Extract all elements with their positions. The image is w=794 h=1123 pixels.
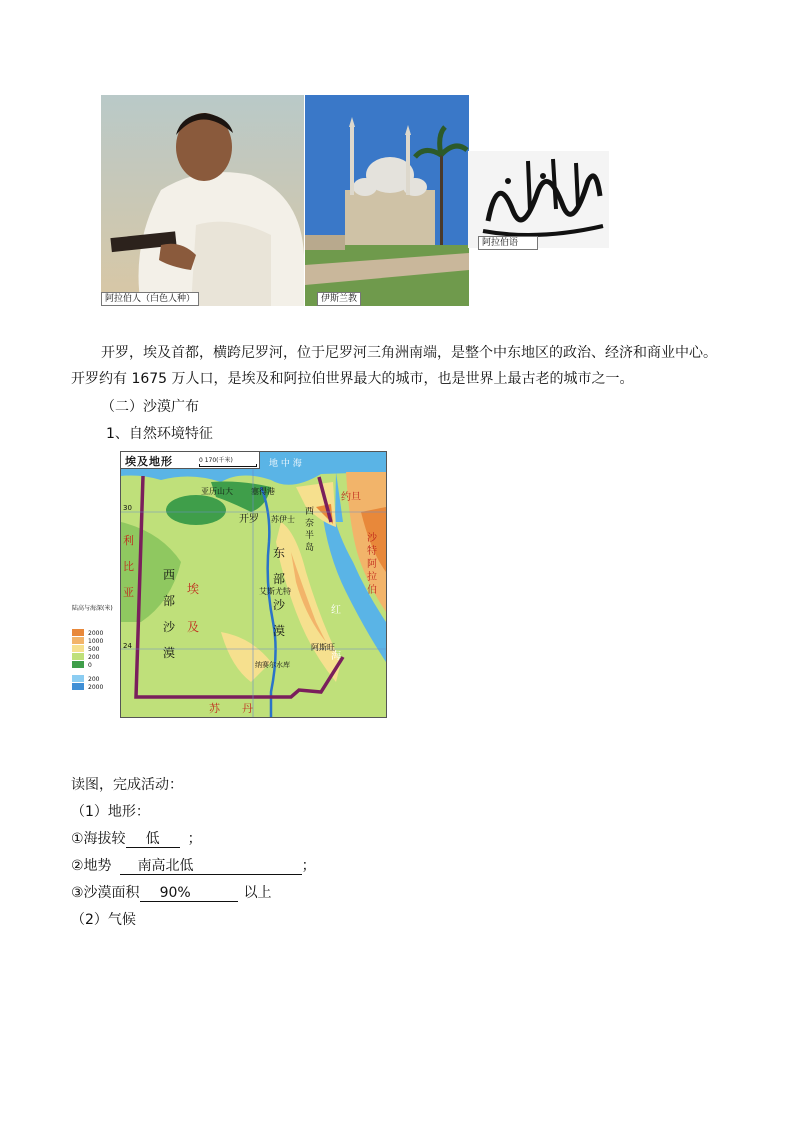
item-3-answer: 90%: [140, 885, 238, 902]
label-lake-nasser: 纳赛尔水库: [255, 661, 290, 669]
legend-swatch-sea-200: [72, 675, 84, 682]
label-lat24: 24: [123, 642, 132, 650]
calligraphy-caption: 阿拉伯语: [478, 236, 538, 250]
item-2: [71, 856, 316, 876]
legend-swatch-0: [72, 661, 84, 668]
label-jordan: 约旦: [341, 492, 361, 503]
section-heading: （二）沙漠广布: [101, 399, 199, 415]
item-3-suffix: 以上: [243, 885, 272, 901]
item-1-prefix: ①海拔较: [71, 831, 126, 847]
item-2-prefix: ②地势: [71, 858, 112, 874]
section-subheading: 1、自然环境特征: [106, 426, 213, 442]
map-title-box: [121, 452, 260, 469]
item-2-answer: 南高北低: [120, 858, 302, 875]
map-scale-bar: [199, 464, 257, 467]
legend-swatch-2000: [72, 629, 84, 636]
legend-swatch-sea-2000: [72, 683, 84, 690]
map-scale: 0 170(千米): [199, 457, 233, 464]
item-1-answer: 低: [126, 831, 180, 848]
legend-label-200: 200: [88, 654, 100, 661]
item-1: [71, 829, 202, 849]
label-sudan: 苏丹: [209, 702, 275, 715]
label-red-sea: 红海: [331, 605, 341, 662]
item-2-suffix: ；: [301, 858, 316, 874]
mosque-photo-caption: 伊斯兰教: [317, 292, 361, 306]
item-1-suffix: ；: [187, 831, 202, 847]
label-libya: 利比亚: [123, 534, 134, 599]
map-legend: [72, 603, 122, 695]
paragraph-line-1: 开罗，埃及首都，横跨尼罗河，位于尼罗河三角洲南端，是整个中东地区的政治、经济和商业中心。: [101, 345, 717, 361]
item-3: [71, 883, 272, 903]
question-1: （1）地形：: [71, 804, 150, 820]
label-saudi: 沙特阿拉伯: [367, 533, 377, 596]
map-title: 埃及地形: [125, 455, 173, 468]
label-asyut: 艾斯尤特: [259, 587, 291, 596]
legend-label-sea-2000: 2000: [88, 684, 104, 691]
legend-label-2000: 2000: [88, 630, 104, 637]
label-eastern-desert: 东部沙漠: [273, 546, 286, 638]
arab-man-photo: [101, 95, 304, 306]
legend-label-1000: 1000: [88, 638, 104, 645]
label-alexandria: 亚历山大: [201, 487, 233, 496]
label-suez: 苏伊士: [271, 515, 295, 524]
arabic-calligraphy-image: [468, 151, 609, 248]
item-3-prefix: ③沙漠面积: [71, 885, 140, 901]
label-egypt: 埃及: [187, 582, 200, 634]
legend-swatch-200: [72, 653, 84, 660]
egypt-terrain-map: [120, 451, 387, 718]
paragraph-line-2: 开罗约有 1675 万人口，是埃及和阿拉伯世界最大的城市，也是世界上最古老的城市之一。: [71, 371, 634, 387]
question-2: （2）气候: [71, 912, 136, 928]
legend-label-0: 0: [88, 662, 92, 669]
legend-swatch-1000: [72, 637, 84, 644]
arab-photo-caption: 阿拉伯人（白色人种）: [101, 292, 199, 306]
legend-label-500: 500: [88, 646, 100, 653]
activity-intro: 读图，完成活动：: [71, 777, 183, 793]
legend-title: 陆高与海深(米): [72, 605, 113, 612]
label-aswan: 阿斯旺: [311, 643, 335, 652]
mosque-photo: [305, 95, 469, 306]
legend-swatch-500: [72, 645, 84, 652]
label-lat30: 30: [123, 504, 132, 512]
label-mediterranean: 地 中 海: [269, 459, 302, 469]
label-western-desert: 西部沙漠: [163, 568, 176, 660]
label-port-said: 塞得港: [251, 487, 275, 496]
label-cairo: 开罗: [239, 514, 259, 525]
legend-label-sea-200: 200: [88, 676, 100, 683]
label-sinai: 西奈半岛: [305, 507, 315, 553]
